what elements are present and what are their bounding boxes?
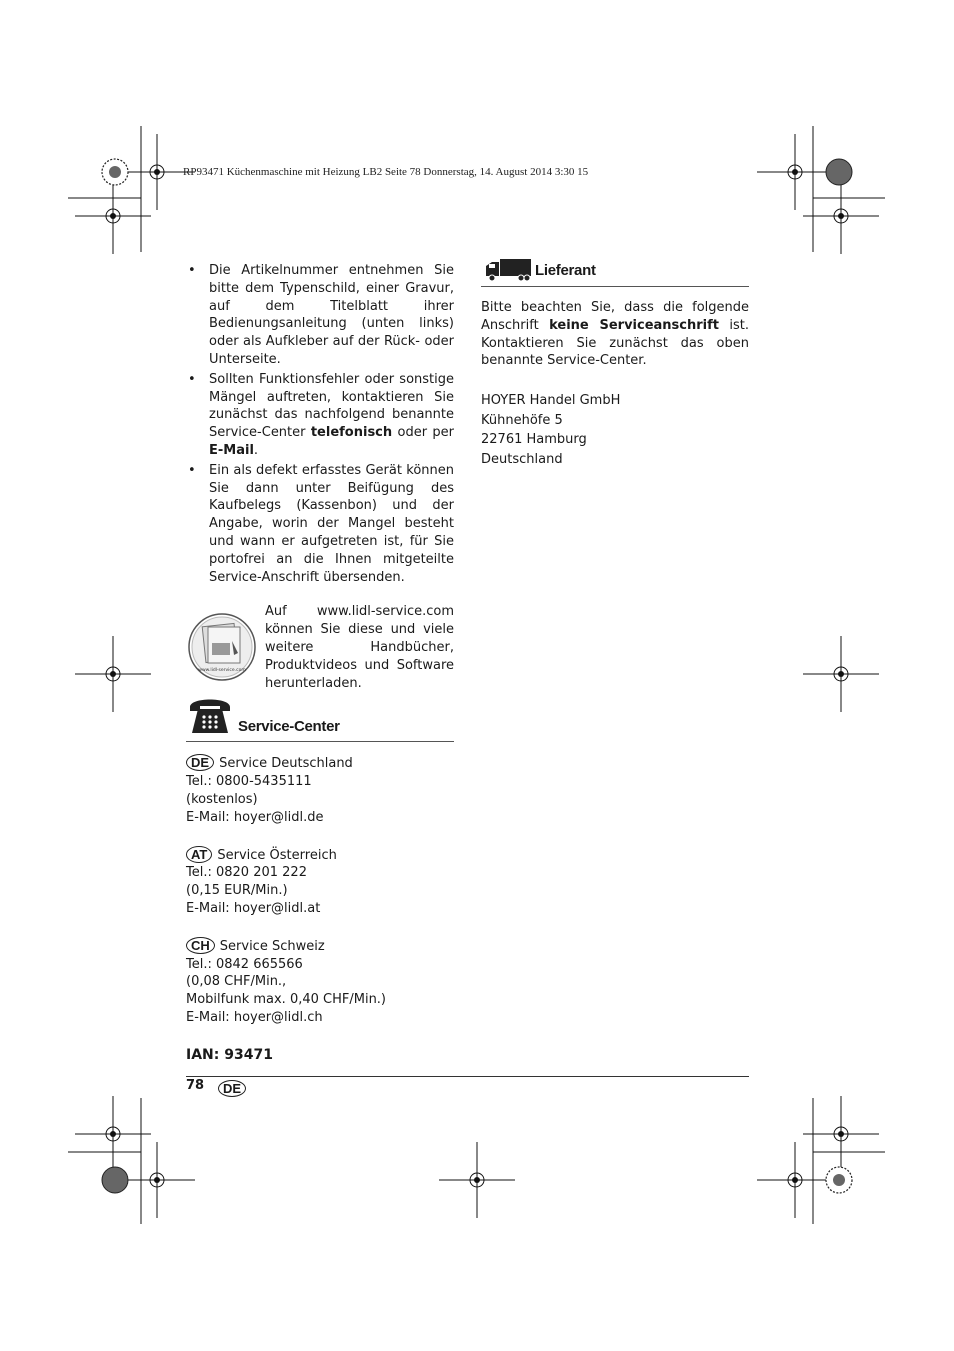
service-center-heading [186, 691, 454, 742]
address-line: Deutschland [481, 451, 563, 467]
telephone-icon [186, 693, 234, 735]
service-line: E-Mail: hoyer@lidl.at [186, 900, 321, 916]
bold-phone: telefonisch [310, 425, 393, 441]
service-line: E-Mail: hoyer@lidl.de [186, 809, 324, 825]
service-line: E-Mail: hoyer@lidl.ch [186, 1009, 323, 1025]
service-line: Tel.: 0842 665566 [186, 956, 303, 972]
address-line: HOYER Handel GmbH [481, 393, 621, 409]
print-header: RP93471 Küchenmaschine mit Heizung LB2 Seite 78 Donnerstag, 14. August 2014 3:30 15 [183, 166, 589, 178]
supplier-address [481, 391, 749, 469]
bullet-text: Die Artikelnummer entnehmen Sie bitte dem Typenschild, einer Gravur, auf dem Titelblatt ihrer Bedienungsanleitung (unten links) oder als Aufkleber auf der Rück- oder Unterseite. [209, 263, 454, 367]
service-entry-ch [186, 937, 454, 1027]
lidl-note-text: Auf www.lidl-service.com können Sie diese und viele weitere Handbücher, Produktvideos und Software herunterladen. [265, 604, 454, 691]
service-entry-de [186, 754, 454, 826]
country-badge: CH [186, 937, 215, 954]
bold-note: keine Serviceanschrift [549, 317, 719, 333]
section-title: Service-Center [238, 717, 340, 735]
list-item [186, 462, 454, 587]
bullet-point: • [188, 371, 196, 387]
info-bullet-list [186, 262, 454, 586]
list-item [186, 262, 454, 369]
bullet-text: Ein als defekt erfasstes Gerät können Sie dann unter Beifügung des Kaufbelegs (Kassenbon) und der Angabe, worin der Mangel besteht und wann er aufgetreten ist, für Sie portofrei an die Ihnen mitgeteilte Service-Anschrift übersenden. [209, 462, 454, 585]
truck-icon [484, 258, 532, 282]
service-line: Tel.: 0800-5435111 [186, 774, 312, 790]
lidl-service-note [186, 603, 454, 691]
service-line: Tel.: 0820 201 222 [186, 865, 307, 881]
bullet-text: Sollten Funktionsfehler oder sonstige Mängel auftreten, kontaktieren Sie zunächst das nachfolgend benannte Service-Center [209, 371, 454, 441]
list-item [186, 371, 454, 460]
bullet-text: oder per [392, 425, 454, 441]
bullet-point: • [188, 462, 196, 478]
ian-number: IAN: 93471 [186, 1046, 273, 1063]
bold-email: E-Mail [209, 442, 254, 458]
service-name: Service Schweiz [219, 938, 325, 954]
lieferant-heading [481, 256, 749, 287]
lidl-service-icon [186, 611, 258, 683]
footer-divider [186, 1076, 749, 1077]
section-title: Lieferant [535, 262, 596, 280]
right-column [481, 256, 749, 469]
service-entry-at [186, 846, 454, 918]
address-line: 22761 Hamburg [481, 432, 587, 448]
page-number: 78 [186, 1078, 205, 1093]
country-badge: DE [186, 754, 214, 771]
service-name: Service Deutschland [219, 756, 353, 772]
bullet-text: . [253, 442, 259, 458]
service-name: Service Österreich [217, 847, 337, 863]
footer-country-badge: DE [218, 1080, 246, 1097]
service-line: (kostenlos) [186, 791, 258, 807]
service-line: (0,15 EUR/Min.) [186, 883, 288, 899]
country-badge: AT [186, 846, 212, 863]
bullet-point: • [188, 263, 196, 278]
address-line: Kühnehöfe 5 [481, 412, 563, 428]
service-line: Mobilfunk max. 0,40 CHF/Min.) [186, 992, 387, 1008]
lidl-icon-caption: www.lidl-service.com [198, 668, 246, 674]
lieferant-note [481, 299, 749, 370]
left-column [186, 262, 454, 1065]
service-line: (0,08 CHF/Min., [186, 974, 287, 990]
note-text: ist. Kontaktieren Sie zunächst das oben benannte Service-Center. [481, 317, 749, 369]
note-text: Bitte beachten Sie, dass die folgende Anschrift [481, 300, 749, 333]
